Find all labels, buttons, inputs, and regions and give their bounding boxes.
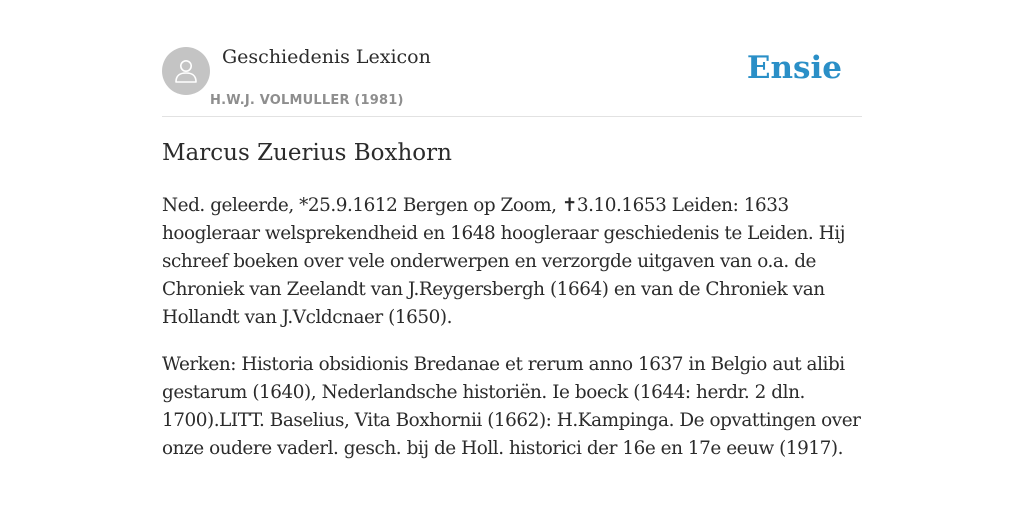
entry-content <box>162 192 862 482</box>
entry-title: Marcus Zuerius Boxhorn <box>162 140 452 166</box>
user-icon <box>172 57 200 85</box>
avatar[interactable] <box>162 47 210 95</box>
author-label[interactable]: H.W.J. VOLMULLER (1981) <box>210 93 404 108</box>
entry-paragraph: Ned. geleerde, *25.9.1612 Bergen op Zoom, ✝3.10.1653 Leiden: 1633 hoogleraar welsprekendheid en 1648 hoogleraar geschiedenis te Leiden. Hij schreef boeken over vele onderwerpen en verzorgde uitgaven van o.a. de Chroniek van Zeelandt van J.Reygersbergh (1664) en van de Chroniek van Hollandt van J.Vcldcnaer (1650). <box>162 195 845 328</box>
header <box>162 46 862 117</box>
lexicon-title[interactable]: Geschiedenis Lexicon <box>222 46 431 68</box>
brand-logo[interactable]: Ensie <box>746 50 842 86</box>
entry-paragraph: Werken: Historia obsidionis Bredanae et rerum anno 1637 in Belgio aut alibi gestarum (1640), Nederlandsche historiën. Ie boeck (1644: herdr. 2 dln. 1700).LITT. Baselius, Vita Boxhornii (1662): H.Kampinga. De opvattingen over onze oudere vaderl. gesch. bij de Holl. historici der 16e en 17e eeuw (1917). <box>162 354 861 459</box>
